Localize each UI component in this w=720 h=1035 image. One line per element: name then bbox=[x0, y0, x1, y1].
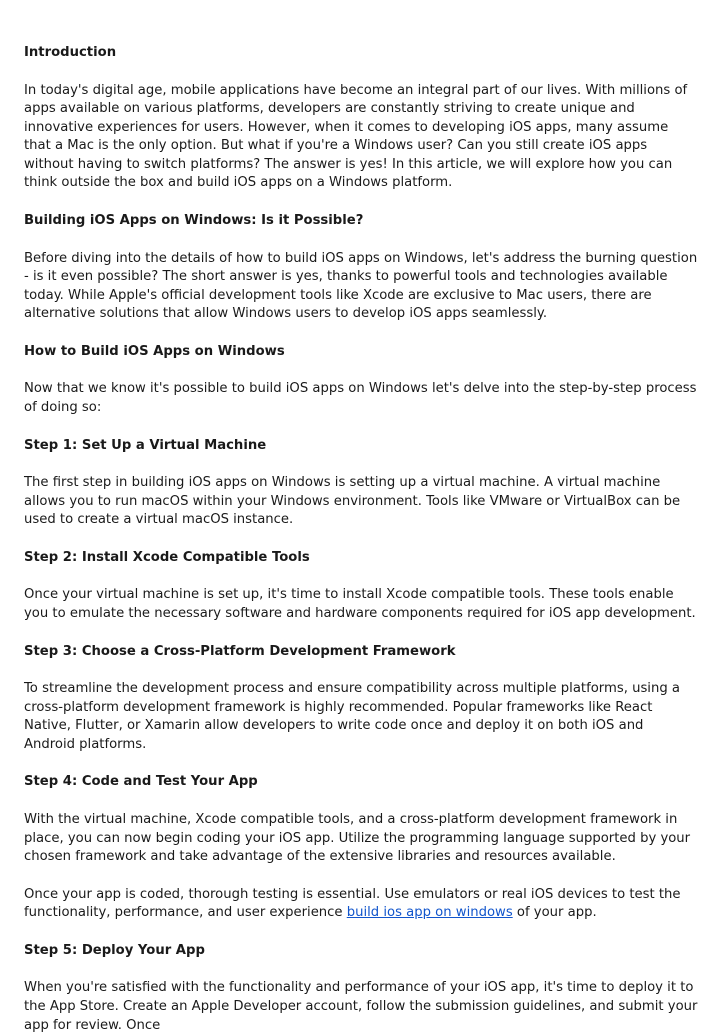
paragraph-step-4-testing-after: of your app. bbox=[512, 905, 597, 921]
paragraph-introduction: In today's digital age, mobile applications have become an integral part of our lives. With millions of apps available on various platforms, developers are constantly striving to create unique and innovative experiences for users. However, when it comes to developing iOS apps, many assume that a Mac is the only option. But what if you're a Windows user? Can you still create iOS apps without having to switch platforms? The answer is yes! In this article, we will explore how you can think outside the box and build iOS apps on a Windows platform. bbox=[24, 82, 688, 191]
section-heading-step-3: Step 3: Choose a Cross-Platform Development Framework bbox=[24, 643, 456, 659]
paragraph-step-2: Once your virtual machine is set up, it's time to install Xcode compatible tools. These tools enable you to emulate the necessary software and hardware components required for iOS app development. bbox=[24, 587, 696, 621]
paragraph-step-1: The first step in building iOS apps on Windows is setting up a virtual machine. A virtual machine allows you to run macOS within your Windows environment. Tools like VMware or VirtualBox can be used to create a virtual macOS instance. bbox=[24, 475, 681, 528]
section-heading-is-it-possible: Building iOS Apps on Windows: Is it Possible? bbox=[24, 213, 364, 229]
paragraph-step-3: To streamline the development process and ensure compatibility across multiple platforms, using a cross-platform development framework is highly recommended. Popular frameworks like React Native, Flutter, or Xamarin allow developers to write code once and deploy it on both iOS and Android platforms. bbox=[24, 681, 680, 752]
paragraph-step-4-testing-before: Once your app is coded, thorough testing is essential. Use emulators or real iOS devices to test the functionality, performance, and user experience bbox=[24, 886, 681, 921]
section-heading-step-5: Step 5: Deploy Your App bbox=[24, 942, 205, 958]
paragraph-how-to: Now that we know it's possible to build iOS apps on Windows let's delve into the step-by-step process of doing so: bbox=[24, 381, 697, 416]
build-ios-app-link[interactable]: build ios app on windows bbox=[346, 905, 513, 921]
section-heading-step-4: Step 4: Code and Test Your App bbox=[24, 774, 258, 790]
section-heading-how-to: How to Build iOS Apps on Windows bbox=[24, 343, 285, 359]
section-heading-step-1: Step 1: Set Up a Virtual Machine bbox=[24, 437, 267, 453]
paragraph-step-4-testing bbox=[24, 886, 698, 923]
paragraph-step-5: When you're satisfied with the functionality and performance of your iOS app, it's time to deploy it to the App Store. Create an Apple Developer account, follow the submission guidelines, and submit your app for review. Once bbox=[24, 980, 698, 1033]
paragraph-is-it-possible: Before diving into the details of how to build iOS apps on Windows, let's address the burning question - is it even possible? The short answer is yes, thanks to powerful tools and technologies available today. While Apple's official development tools like Xcode are exclusive to Mac users, there are alternative solutions that allow Windows users to develop iOS apps seamlessly. bbox=[24, 250, 698, 322]
section-heading-step-2: Step 2: Install Xcode Compatible Tools bbox=[24, 549, 310, 565]
section-heading-introduction: Introduction bbox=[24, 45, 117, 60]
paragraph-step-4: With the virtual machine, Xcode compatible tools, and a cross-platform development framework in place, you can now begin coding your iOS app. Utilize the programming language supported by your chosen framework and take advantage of the extensive libraries and resources available. bbox=[24, 811, 691, 865]
